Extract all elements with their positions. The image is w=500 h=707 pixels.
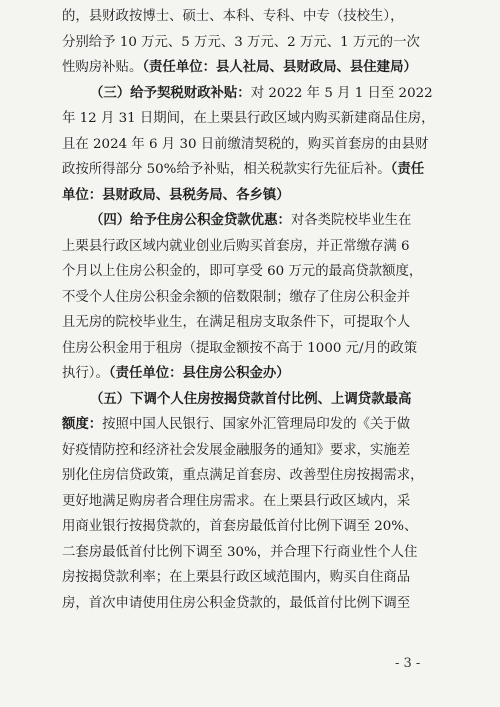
text-line [62,183,434,209]
text-run: 且在 2024 年 6 月 30 日前缴清契税的，购买首套房的由县财 [62,136,429,152]
text-line [62,285,434,311]
text-run: 用商业银行按揭贷款的，首套房最低首付比例下调至 20%、 [62,519,418,534]
section-heading: 额度： [62,416,103,432]
text-run: 的，县财政按博士、硕士、本科、专科、中专（技校生）， [62,9,404,24]
text-line [62,438,434,464]
text-run: 房，首次申请使用住房公积金贷款的，最低首付比例下调至 [62,595,411,611]
text-line [62,591,434,617]
responsible-units: （责任单位：县住房公积金办） [108,365,290,381]
text-run: 执行）。 [62,366,109,381]
page-number: - 3 - [395,656,421,671]
text-line [62,132,434,158]
section-heading: （五）下调个人住房按揭贷款首付比例、上调贷款最高 [90,390,412,407]
text-run: 更好地满足购房者合理住房需求。在上栗县行政区域内，采 [62,493,411,509]
text-run: 别化住房信贷政策，重点满足首套房、改善型住房按揭需求， [62,468,424,483]
text-run: 住房公积金用于租房（提取金额按不高于 1000 元/月的政策 [62,340,418,356]
text-line [62,259,434,285]
text-run: 个月以上住房公积金的，即可享受 60 万元的最高贷款额度， [62,264,423,279]
text-line [62,234,434,260]
text-run: 年 12 月 31 日期间，在上栗县行政区域内购买新建商品住房， [62,111,434,126]
document-body [62,4,434,616]
text-line [62,106,434,132]
responsible-units: （责任单位：县人社局、县财政局、县住建局） [142,59,417,75]
section-heading: （四）给予住房公积金贷款优惠： [90,212,291,228]
text-run: 且无房的院校毕业生，在满足租房支取条件下，可提取个人 [62,315,411,330]
text-line [62,336,434,362]
text-line [62,387,434,413]
text-line [62,310,434,336]
text-line [62,81,434,107]
text-line [62,4,434,30]
text-run: 不受个人住房公积金余额的倍数限制；缴存了住房公积金并 [62,289,411,305]
responsible-units: 单位：县财政局、县税务局、各乡镇） [62,186,290,203]
text-run: 政按所得部分 50%给予补贴，相关税款实行先征后补。 [62,162,391,177]
text-line [62,540,434,566]
text-line [62,55,434,81]
text-line [62,412,434,438]
responsible-units: （责任 [390,161,425,177]
text-run: 性购房补贴。 [62,60,143,75]
text-run: 分别给予 10 万元、5 万元、3 万元、2 万元、1 万元的一次 [62,34,420,50]
text-line [62,361,434,387]
text-line [62,514,434,540]
text-run: 对 2022 年 5 月 1 日至 2022 [250,85,433,101]
text-line [62,463,434,489]
text-run: 好疫情防控和经济社会发展金融服务的通知》要求，实施差 [62,442,411,458]
text-run: 房按揭贷款利率；在上栗县行政区域范围内，购买自住商品 [62,570,411,585]
text-run: 对各类院校毕业生在 [290,213,412,228]
text-line [62,30,434,56]
text-line [62,489,434,515]
section-heading: （三）给予契税财政补贴： [90,84,251,101]
text-line [62,208,434,234]
text-line [62,565,434,591]
text-run: 按照中国人民银行、国家外汇管理局印发的《关于做 [102,417,411,432]
text-line [62,157,434,183]
text-run: 上栗县行政区域内就业创业后购买首套房，并正常缴存满 6 [62,238,410,254]
text-run: 二套房最低首付比例下调至 30%，并合理下行商业性个人住 [62,544,418,560]
